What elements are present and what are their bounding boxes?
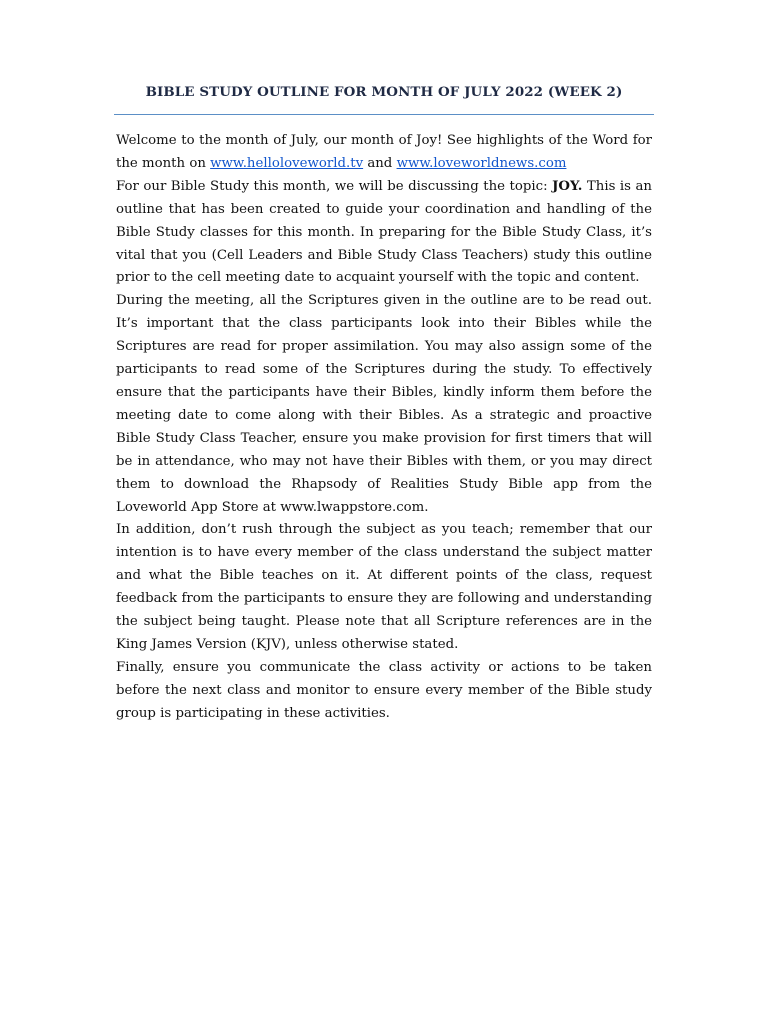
paragraph-topic-text-a: For our Bible Study this month, we will be discussing the topic: xyxy=(116,178,553,194)
paragraph-topic-text-b: This is an outline that has been created to guide your coordination and handling of the Bible Study classes for this month. In preparing for the Bible Study Class, it’s vital that you (Cell Leaders and Bible Study Class Teachers) study this outline prior to the cell meeting date to acquaint yourself with the topic and content. xyxy=(116,178,652,286)
topic-label: JOY. xyxy=(552,178,583,194)
paragraph-finally: Finally, ensure you communicate the class activity or actions to be taken before the next class and monitor to ensure every member of the Bible study group is participating in these activities. xyxy=(116,659,652,721)
paragraph-topic xyxy=(116,176,652,291)
paragraph-welcome-text-a: Welcome to the month of July, our month of Joy! See highlights of the Word for the month on xyxy=(116,133,652,171)
paragraph-meeting: During the meeting, all the Scriptures given in the outline are to be read out. It’s important that the class participants look into their Bibles while the Scriptures are read for proper assimilation. You may also assign some of the participants to read some of the Scriptures during the study. To effectively ensure that the participants have their Bibles, kindly inform them before the meeting date to come along with their Bibles. As a strategic and proactive Bible Study Class Teacher, ensure you make provision for first timers that will be in attendance, who may not have their Bibles with them, or you may direct them to download the Rhapsody of Realities Study Bible app from the Loveworld App Store at www.lwappstore.com. xyxy=(116,293,652,515)
title-divider xyxy=(114,114,654,115)
paragraph-teaching: In addition, don’t rush through the subject as you teach; remember that our intention is to have every member of the class understand the subject matter and what the Bible teaches on it. At different points of the class, request feedback from the participants to ensure they are following and understanding the subject being taught. Please note that all Scripture references are in the King James Version (KJV), unless otherwise stated. xyxy=(116,522,652,652)
link-helloloveworld[interactable]: www.helloloveworld.tv xyxy=(210,155,364,171)
paragraph-welcome-text-b: and xyxy=(363,155,397,171)
paragraph-welcome xyxy=(116,130,652,176)
document-body xyxy=(116,130,652,726)
page-title: BIBLE STUDY OUTLINE FOR MONTH OF JULY 2022 (WEEK 2) xyxy=(145,84,623,100)
link-loveworldnews[interactable]: www.loveworldnews.com xyxy=(396,155,567,171)
